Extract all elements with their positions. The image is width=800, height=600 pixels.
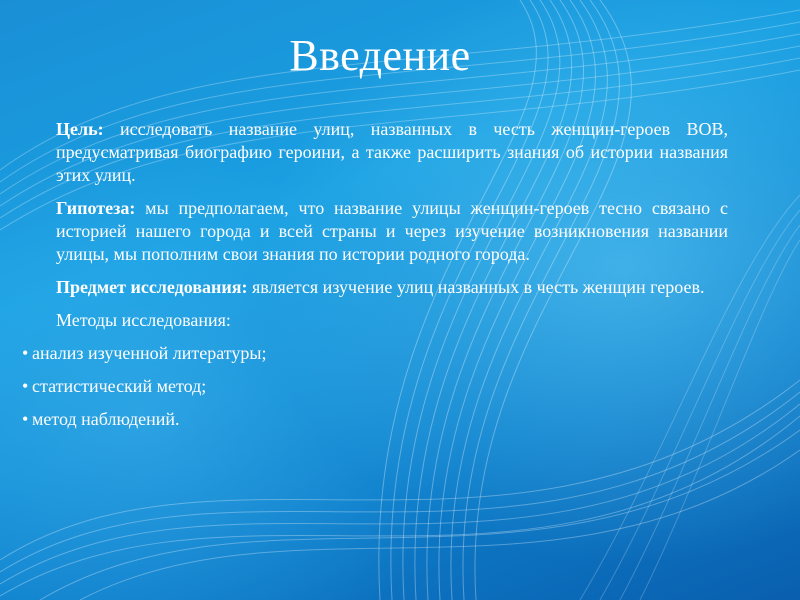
methods-heading: Методы исследования: — [56, 310, 231, 330]
list-item — [22, 375, 694, 398]
goal-paragraph — [56, 118, 728, 187]
goal-label: Цель: — [56, 119, 104, 139]
method-text: статистический метод; — [32, 376, 207, 396]
methods-list — [22, 342, 694, 431]
hypothesis-paragraph — [56, 197, 728, 266]
slide-content — [22, 118, 728, 441]
goal-text: исследовать название улиц, названных в честь женщин-героев ВОВ, предусматривая биографию героини, а также расширить знания об истории названия этих улиц. — [56, 119, 728, 185]
list-item — [22, 342, 694, 365]
slide-title: Введение — [289, 31, 471, 80]
hypothesis-label: Гипотеза: — [56, 198, 136, 218]
subject-paragraph — [56, 276, 728, 299]
bullet-icon: • — [22, 376, 29, 396]
bullet-icon: • — [22, 343, 29, 363]
method-text: метод наблюдений. — [32, 409, 180, 429]
method-text: анализ изученной литературы; — [32, 343, 267, 363]
hypothesis-text: мы предполагаем, что название улицы женщин-героев тесно связано с историей нашего города и всей страны и через изучение возникновения названии улицы, мы пополним свои знания по истории родного города. — [56, 198, 728, 264]
bullet-icon: • — [22, 409, 29, 429]
subject-label: Предмет исследования: — [56, 277, 248, 297]
subject-text: является изучение улиц названных в честь женщин героев. — [247, 277, 705, 297]
list-item — [22, 408, 694, 431]
